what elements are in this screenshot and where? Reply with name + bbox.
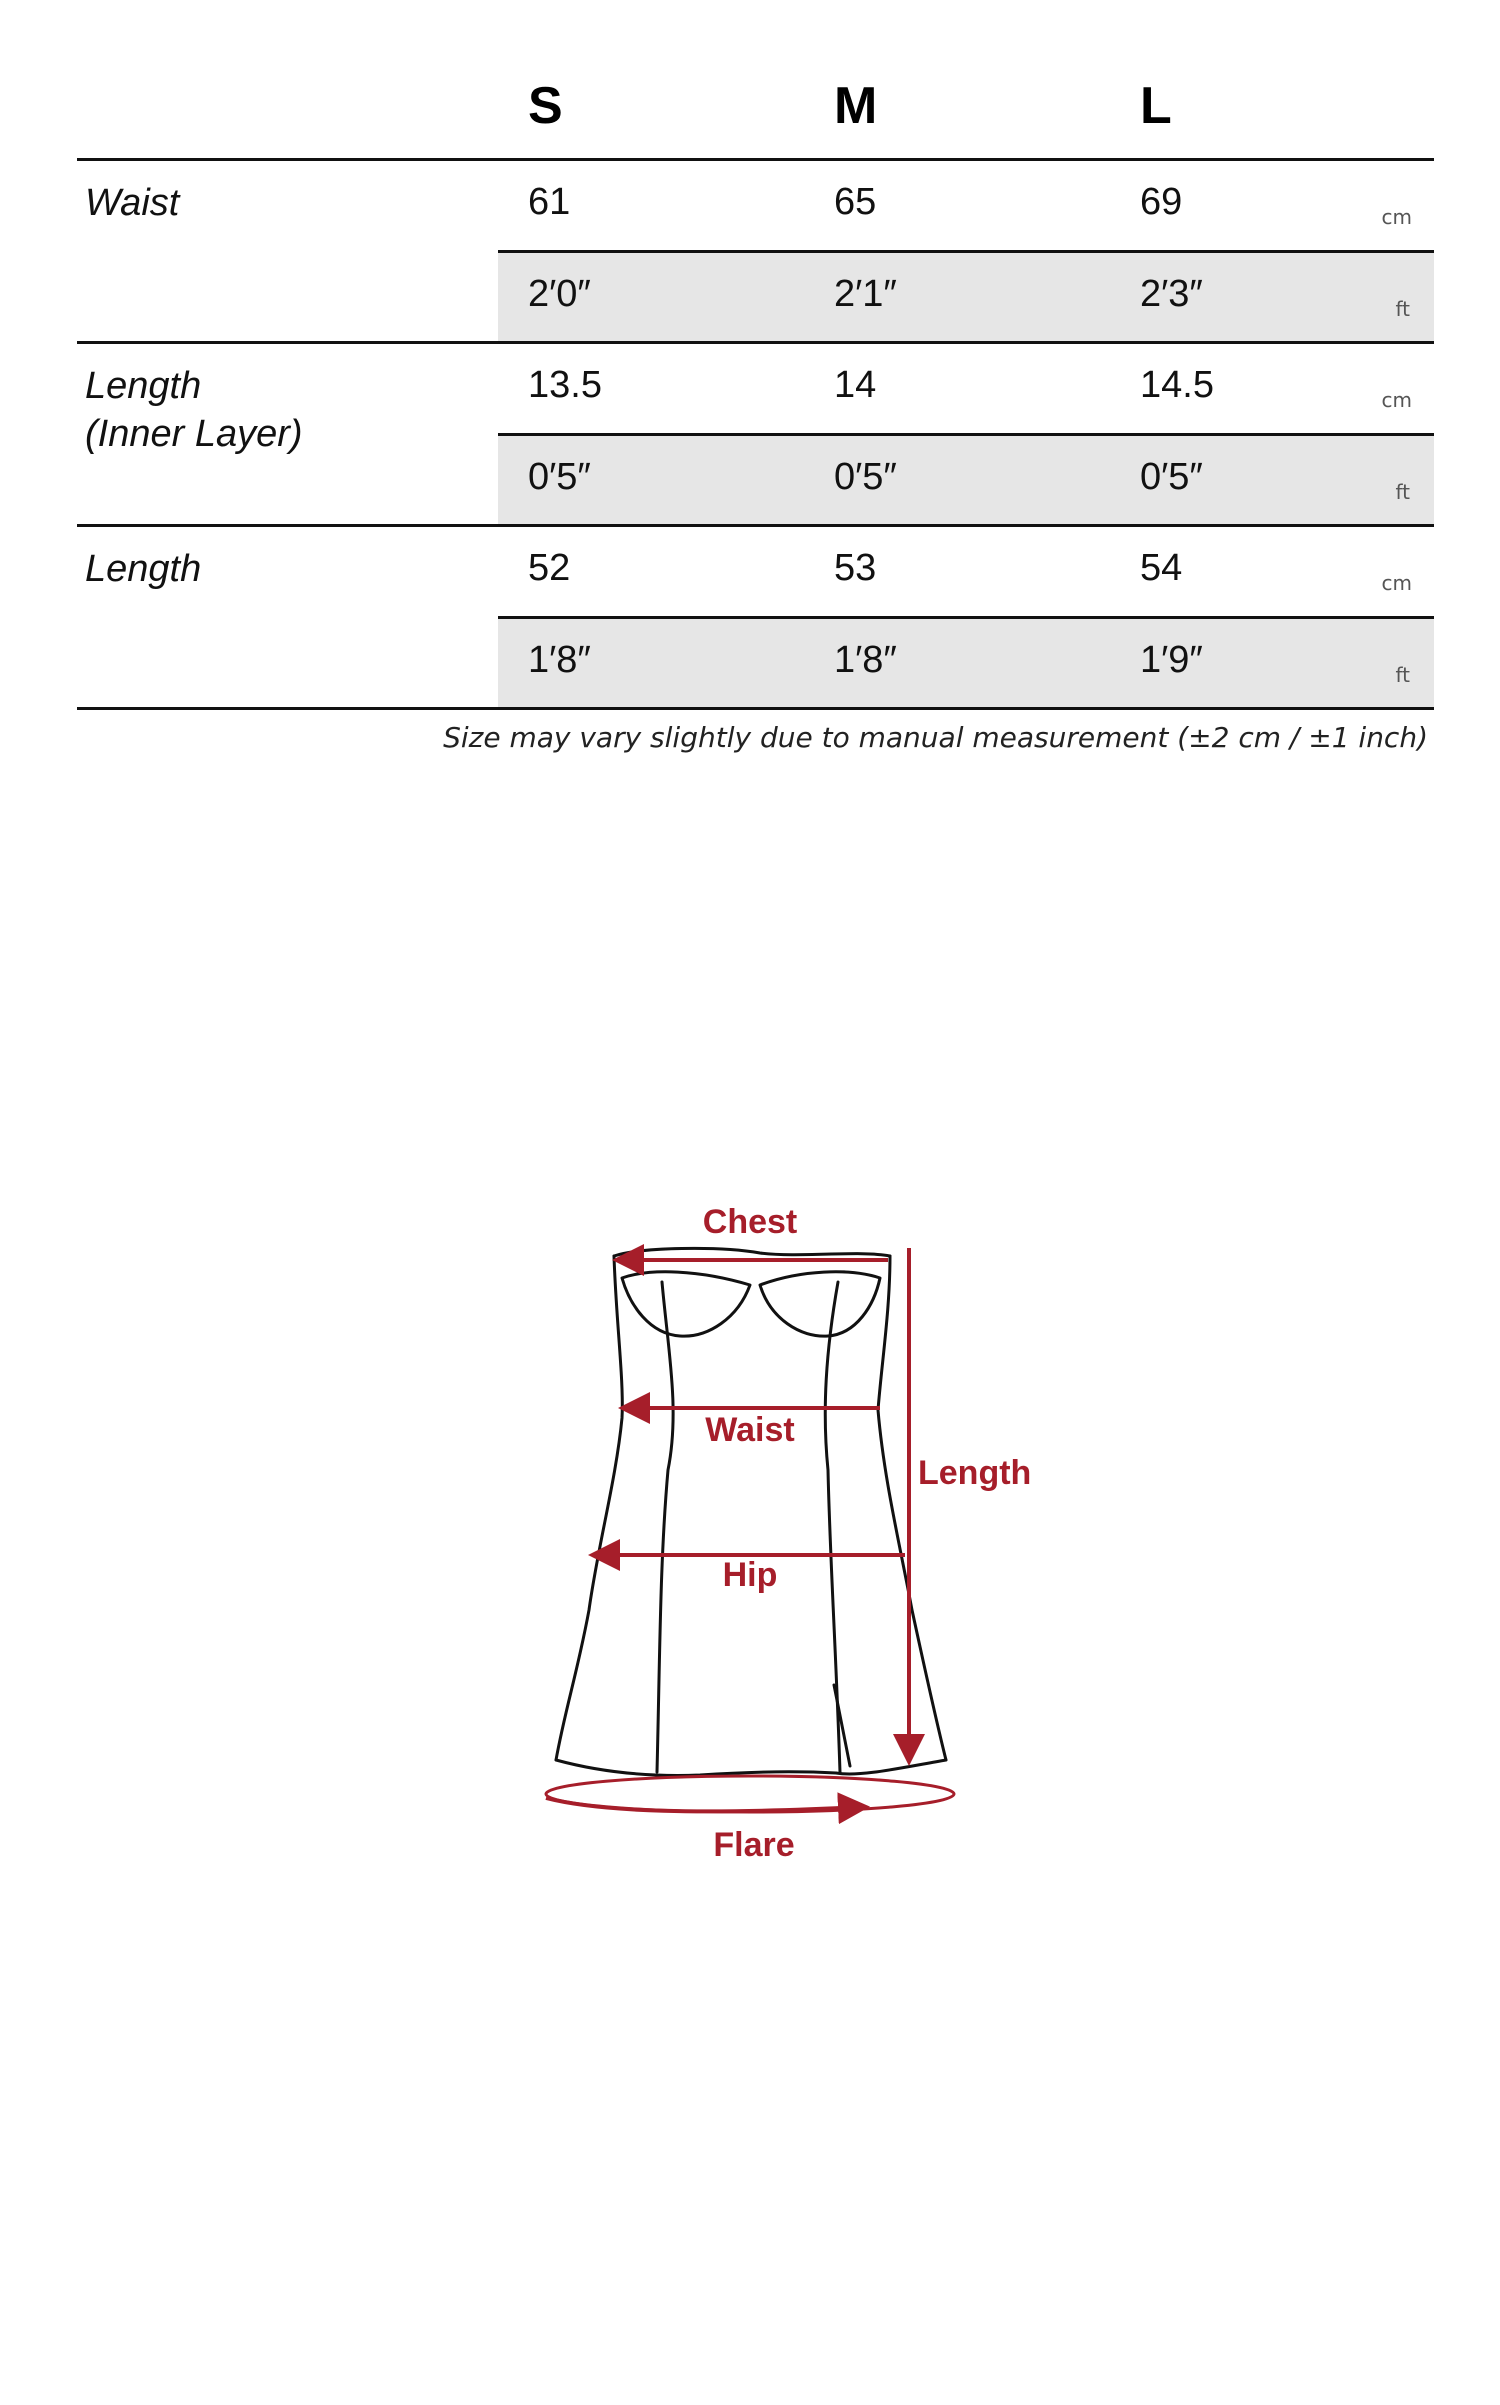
right-cup	[760, 1272, 880, 1336]
flare-ellipse	[546, 1776, 954, 1812]
unit-cm: cm	[1381, 571, 1412, 595]
value-l-cm: 14.5	[1140, 364, 1214, 406]
value-m-ft: 0′5″	[834, 456, 897, 498]
dress-left-edge	[556, 1256, 622, 1760]
side-slit	[834, 1685, 850, 1766]
value-m-cm: 65	[834, 181, 877, 223]
value-m-ft: 1′8″	[834, 639, 897, 681]
flare-label: Flare	[713, 1826, 795, 1864]
left-seam	[657, 1282, 673, 1772]
unit-cm: cm	[1381, 205, 1412, 229]
measure-group-waist	[77, 161, 1434, 344]
value-l-ft: 0′5″	[1140, 456, 1203, 498]
value-s-cm: 61	[528, 181, 571, 223]
value-l-cm: 54	[1140, 547, 1183, 589]
value-s-cm: 13.5	[528, 364, 602, 406]
value-l-cm: 69	[1140, 181, 1183, 223]
measure-label-length-inner: Length (Inner Layer)	[85, 365, 303, 455]
size-heading-s: S	[528, 77, 563, 135]
unit-ft: ft	[1395, 663, 1410, 687]
flare-arrow	[546, 1798, 862, 1811]
ft-row	[498, 253, 1434, 341]
measure-group-length	[77, 527, 1434, 710]
size-chart-table	[77, 60, 1434, 710]
value-s-ft: 1′8″	[528, 639, 591, 681]
measurement-guides	[546, 1248, 954, 1812]
size-heading-l: L	[1140, 77, 1172, 135]
size-header-row	[77, 60, 1434, 161]
measurement-note: Size may vary slightly due to manual measurement (±2 cm / ±1 inch)	[443, 721, 1428, 754]
value-s-ft: 2′0″	[528, 273, 591, 315]
value-m-cm: 14	[834, 364, 877, 406]
value-l-ft: 2′3″	[1140, 273, 1203, 315]
ft-row	[498, 619, 1434, 707]
value-s-ft: 0′5″	[528, 456, 591, 498]
length-label: Length	[918, 1454, 1032, 1492]
dress-outline	[556, 1248, 946, 1775]
unit-cm: cm	[1381, 388, 1412, 412]
unit-ft: ft	[1395, 297, 1410, 321]
measure-label-length: Length	[85, 548, 202, 590]
hip-label: Hip	[722, 1556, 778, 1594]
dress-hem	[556, 1760, 946, 1775]
left-cup	[622, 1272, 750, 1336]
measure-label-waist: Waist	[85, 182, 180, 224]
cm-row	[498, 161, 1434, 253]
value-l-ft: 1′9″	[1140, 639, 1203, 681]
value-s-cm: 52	[528, 547, 571, 589]
chest-label: Chest	[702, 1203, 798, 1241]
size-heading-m: M	[834, 77, 878, 135]
dress-top-edge	[614, 1248, 890, 1256]
right-seam	[825, 1282, 840, 1772]
value-m-ft: 2′1″	[834, 273, 897, 315]
cm-row	[498, 344, 1434, 436]
measure-group-length-inner	[77, 344, 1434, 527]
cm-row	[498, 527, 1434, 619]
waist-label: Waist	[705, 1411, 795, 1449]
value-m-cm: 53	[834, 547, 877, 589]
dress-right-edge	[878, 1256, 946, 1760]
unit-ft: ft	[1395, 480, 1410, 504]
ft-row	[498, 436, 1434, 524]
